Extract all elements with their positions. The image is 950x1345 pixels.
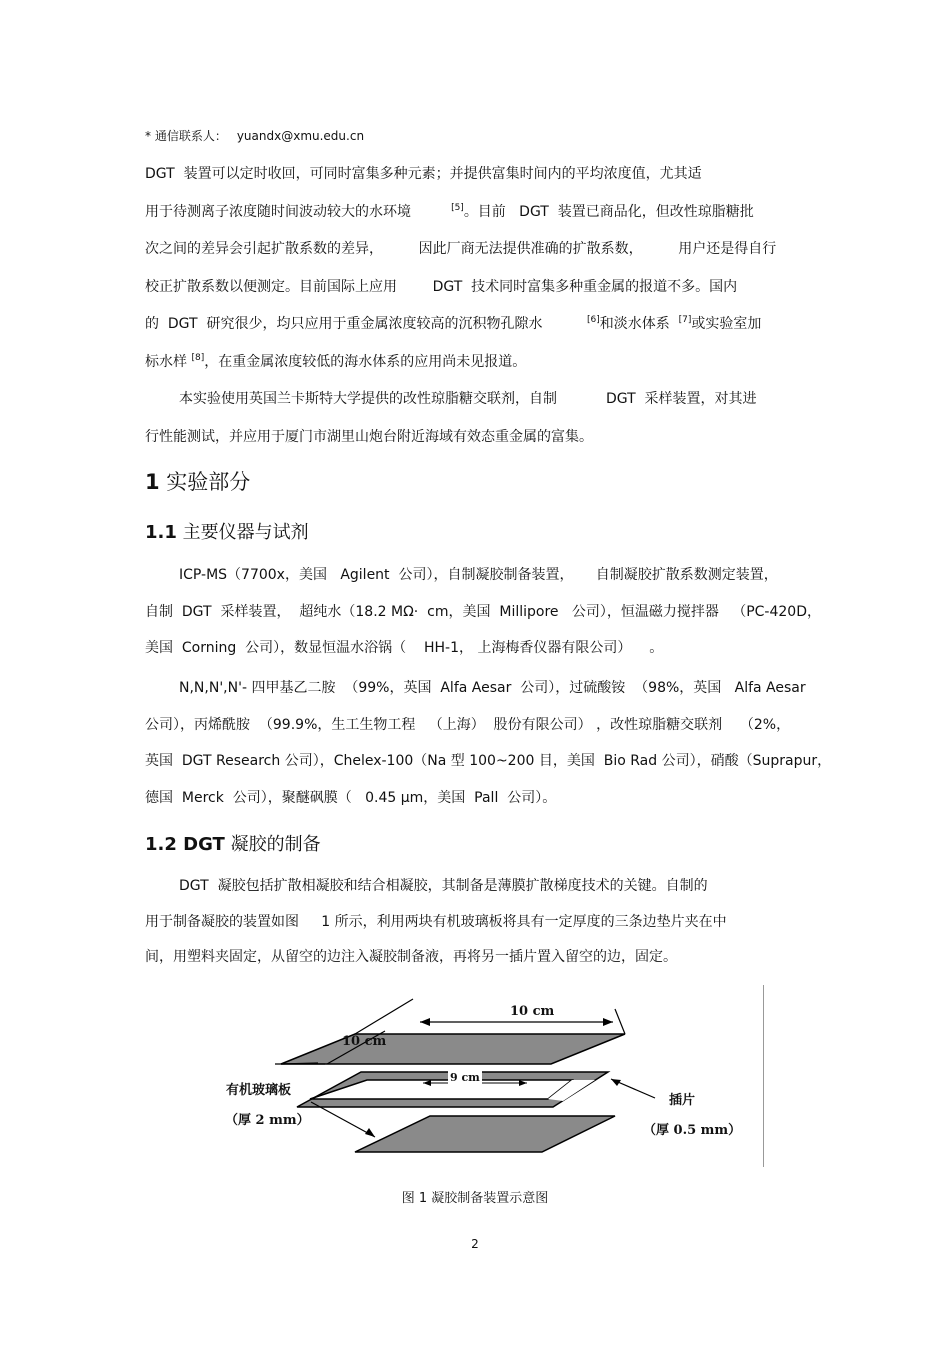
intro-line-6: 标水样 [8]，在重金属浓度较低的海水体系的应用尚未见报道。 <box>145 352 527 370</box>
section-heading-1-2: 1.2 DGT 凝胶的制备 <box>145 834 321 855</box>
intro-line-2: 用于待测离子浓度随时间波动较大的水环境 [5]。目前 DGT 装置已商品化，但改性琼脂糖批 <box>145 202 754 220</box>
citation-6[interactable]: [6] <box>587 315 600 325</box>
gel-line-1: DGT 凝胶包括扩散相凝胶和结合相凝胶，其制备是薄膜扩散梯度技术的关键。自制的 <box>179 878 708 894</box>
section-heading-1: 1 实验部分 <box>145 470 251 494</box>
reagents-line-2: 公司），丙烯酰胺 （99.9%，生工生物工程 （上海） 股份有限公司） ，改性琼脂糖交联剂 （2%， <box>145 716 791 733</box>
label-insert: 插片 <box>669 1093 696 1108</box>
intro-line-5: 的 DGT 研究很少，均只应用于重金属浓度较高的沉积物孔隙水 [6]和淡水体系 [7]或实验室加 <box>145 315 762 332</box>
figure-border-line <box>763 985 764 1167</box>
label-organic-glass-plate: 有机玻璃板 <box>226 1083 292 1098</box>
bottom-glass-plate <box>355 1116 615 1152</box>
instruments-line-1: ICP-MS（7700x，美国 Agilent 公司），自制凝胶制备装置， 自制凝胶扩散系数测定装置， <box>179 567 778 583</box>
reagents-line-4: 德国 Merck 公司），聚醚砜膜（ 0.45 μm，美国 Pall 公司）。 <box>145 789 557 806</box>
dim-label-side: 10 cm <box>342 1034 387 1049</box>
label-plate-thickness: （厚 2 mm） <box>225 1113 310 1128</box>
dim-label-top: 10 cm <box>510 1004 555 1019</box>
instruments-paragraph <box>145 564 832 823</box>
citation-8[interactable]: [8] <box>191 352 205 363</box>
gel-apparatus-drawing <box>215 985 775 1170</box>
intro-line-1: DGT 装置可以定时收回，可同时富集多种元素；并提供富集时间内的平均浓度值，尤其适 <box>145 166 702 182</box>
instruments-line-3: 美国 Corning 公司），数显恒温水浴锅（ HH-1， 上海梅香仪器有限公司） 。 <box>145 640 664 656</box>
section-heading-1-1: 1.1 主要仪器与试剂 <box>145 522 309 543</box>
intro-para2-line-1: 本实验使用英国兰卡斯特大学提供的改性琼脂糖交联剂，自制 DGT 采样装置，对其进 <box>179 391 757 407</box>
figure-1-diagram <box>215 985 775 1170</box>
citation-7[interactable]: [7] <box>678 315 692 325</box>
top-glass-plate <box>281 1034 625 1064</box>
page-number: 2 <box>471 1237 479 1251</box>
instruments-line-2: 自制 DGT 采样装置， 超纯水（18.2 MΩ· cm，美国 Millipore 公司），恒温磁力搅拌器 （PC-420D， <box>145 603 821 620</box>
intro-line-3: 次之间的差异会引起扩散系数的差异， 因此厂商无法提供准确的扩散系数， 用户还是得自行 <box>145 241 777 257</box>
gel-preparation-paragraph <box>145 875 805 982</box>
intro-paragraph <box>145 163 805 463</box>
dim-label-frame: 9 cm <box>450 1071 480 1084</box>
gel-line-2: 用于制备凝胶的装置如图 1 所示，利用两块有机玻璃板将具有一定厚度的三条边垫片夹在中 <box>145 913 727 930</box>
gel-line-3: 间，用塑料夹固定，从留空的边注入凝胶制备液，再将另一插片置入留空的边，固定。 <box>145 949 677 965</box>
footnote-email[interactable]: yuandx@xmu.edu.cn <box>236 129 365 143</box>
reagents-line-3: 英国 DGT Research 公司），Chelex-100（Na 型 100~200 目，美国 Bio Rad 公司），硝酸（Suprapur， <box>145 753 832 769</box>
label-insert-thickness: （厚 0.5 mm） <box>643 1123 742 1138</box>
intro-line-4: 校正扩散系数以便测定。目前国际上应用 DGT 技术同时富集多种重金属的报道不多。国内 <box>145 278 738 295</box>
citation-5[interactable]: [5] <box>451 202 464 213</box>
intro-para2-line-2: 行性能测试，并应用于厦门市湖里山炮台附近海域有效态重金属的富集。 <box>145 428 593 445</box>
corresponding-author-footnote <box>145 127 364 144</box>
reagents-line-1: N,N,N',N'- 四甲基乙二胺 （99%，英国 Alfa Aesar 公司），过硫酸铵 （98%，英国 Alfa Aesar <box>179 680 806 696</box>
figure-1-caption: 图 1 凝胶制备装置示意图 <box>401 1191 549 1206</box>
footnote-label: * 通信联系人： <box>145 129 227 143</box>
